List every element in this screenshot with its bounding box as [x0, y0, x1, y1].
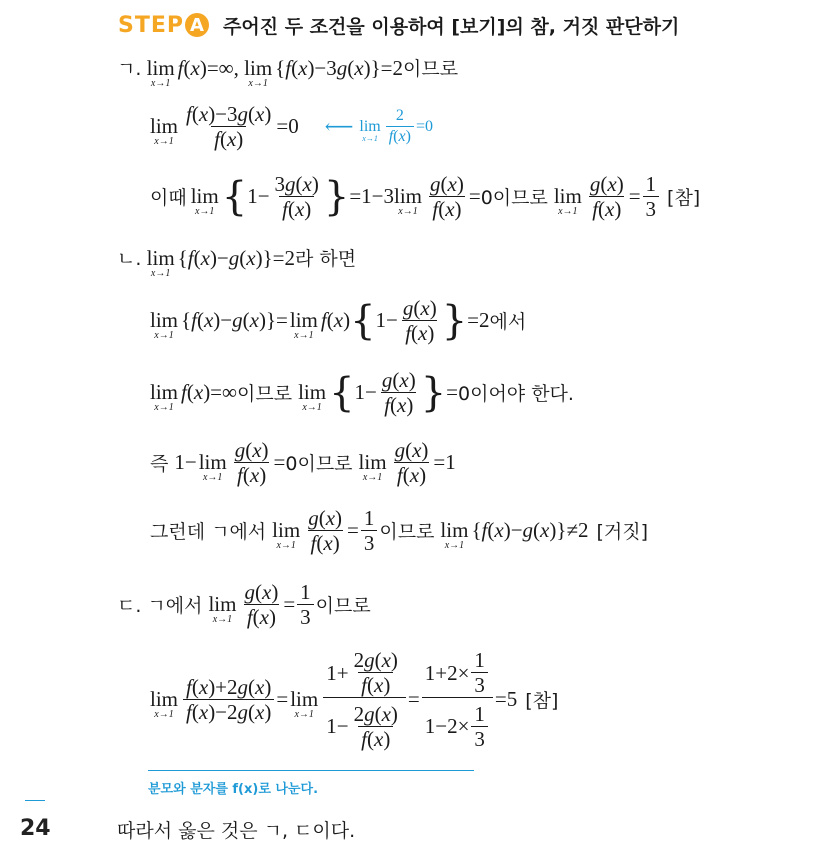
note-underline [148, 770, 474, 771]
text-zero-imeuro: 0이므로 [480, 187, 548, 209]
text-ra-hamyeon: 라 하면 [295, 248, 357, 270]
text-zero-imeuro-2: 0이므로 [285, 453, 353, 475]
verdict-true-d: [참] [525, 690, 559, 712]
text-geureonde: 그런데 ㄱ에서 [150, 521, 267, 543]
page-number-rule [25, 800, 45, 801]
text-jeuk: 즉 [150, 453, 169, 475]
step-label: STEP [118, 12, 185, 38]
item-n-line4: 즉 1− lim x→1 $\frac{g(x)}{f(x)}$ = 0이므로 lim x→1 $\frac{g(x)}{f(x)}$ =1 [150, 438, 456, 487]
item-d-line1: ㄷ. ㄱ에서 lim x→1 $\frac{g(x)}{f(x)}$ = $\frac{1}{3}$ 이므로 [117, 580, 371, 629]
text-imeuro-2: 이므로 [237, 383, 293, 405]
note-divide: 분모와 분자를 f(x)로 나눈다. [148, 782, 319, 797]
text-zero-ieoya: 0이어야 한다. [458, 383, 574, 405]
text-imeuro-4: 이므로 [315, 595, 371, 617]
text-eseo: 에서 [489, 311, 527, 333]
item-d-line2: lim x→1 $\frac{f(x)+2g(x)}{f(x)-2g(x)}$ = lim x→1 1+ $\frac{2g(x)}{f(x)}$ 1− $\frac{2g(x)}{f(x)}$ = 1+2× $\frac{1}{3}$ 1−2× $\frac{1}{3}$ =5 [참] [150, 648, 559, 751]
page-title: 주어진 두 조건을 이용하여 [보기]의 참, 거짓 판단하기 [223, 15, 680, 38]
item-n-line1: ㄴ. lim x→1 {f(x)−g(x)}=2라 하면 [117, 246, 357, 279]
item-g-line1: ㄱ. lim x→1 f(x)=∞, lim x→1 {f(x)−3g(x)}=2이므로 [117, 56, 459, 89]
conclusion-text: 따라서 옳은 것은 ㄱ, ㄷ이다. [117, 820, 356, 842]
item-g-line2: lim x→1 $\frac{f(x)-3g(x)}{f(x)}$ =0 ⟵ lim x→1 $\frac{2}{f(x)}$ =0 [150, 102, 433, 151]
page-number: 24 [20, 816, 51, 841]
text-ittae: 이때 [150, 187, 187, 209]
item-d-label: ㄷ. [117, 595, 142, 617]
item-n-line5: 그런데 ㄱ에서 lim x→1 $\frac{g(x)}{f(x)}$ = $\frac{1}{3}$ 이므로 lim x→1 { f ( x )− g ( x )}≠2 [거짓] [150, 506, 649, 555]
item-n-line3: lim x→1 f ( x )=∞ 이므로 lim x→1 { 1− $\frac{g(x)}{f(x)}$ } = 0이어야 한다. [150, 368, 574, 417]
text-g-eseo: ㄱ에서 [147, 595, 203, 617]
step-badge: A [185, 13, 209, 37]
verdict-false-n: [거짓] [596, 521, 649, 543]
verdict-true-g: [참] [667, 187, 701, 209]
item-n-line2: lim x→1 { f ( x )− g ( x )}= lim x→1 f ( x ) { 1− $\frac{g(x)}{f(x)}$ } =2 에서 [150, 296, 527, 345]
item-g-label: ㄱ. [117, 58, 142, 80]
item-n-label: ㄴ. [117, 248, 142, 270]
text-imeuro-3: 이므로 [379, 521, 435, 543]
step-header [118, 10, 679, 40]
text-imeuro: 이므로 [403, 58, 459, 80]
item-g-line3: 이때 lim x→1 { 1− $\frac{3g(x)}{f(x)}$ } =1−3 lim x→1 $\frac{g(x)}{f(x)}$ = 0이므로 lim x→1 $\frac{g(x)}{f(x)}$ = $\frac{1}{3}$ [참] [150, 172, 701, 221]
